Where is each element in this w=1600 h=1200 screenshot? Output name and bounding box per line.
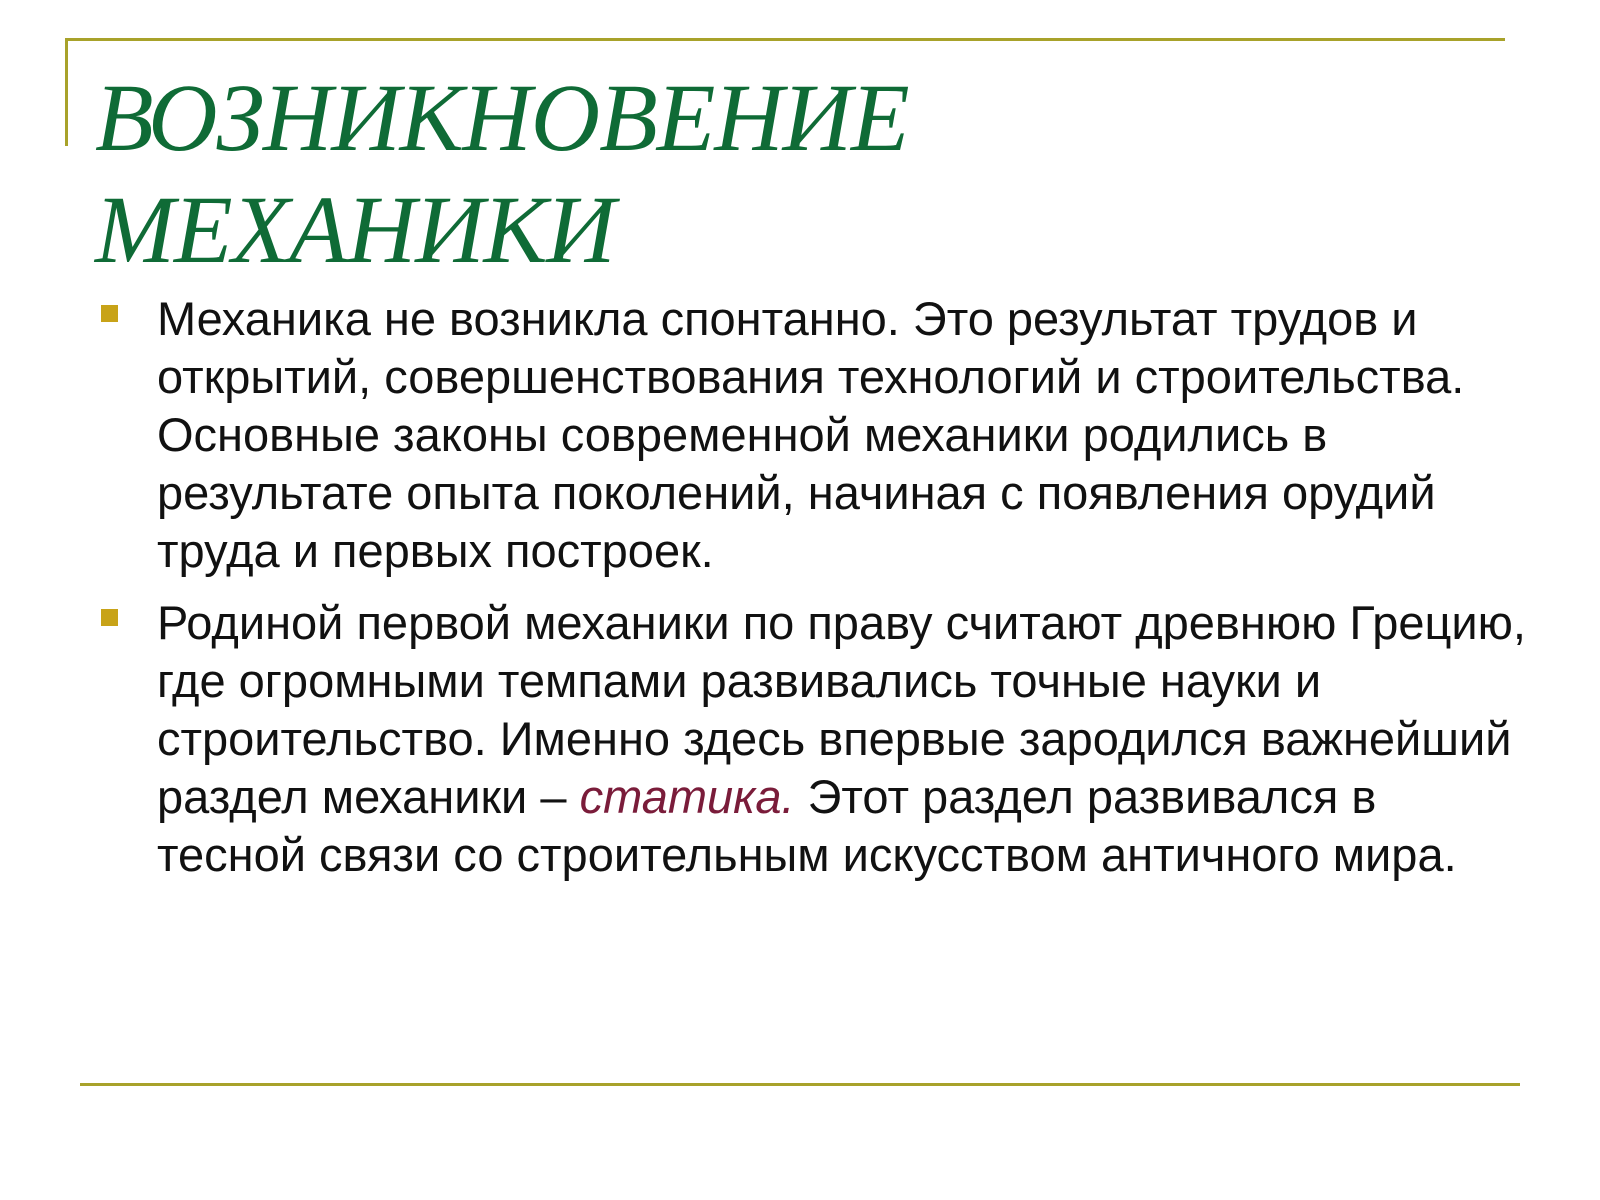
bottom-rule — [80, 1083, 1520, 1086]
bullet-text-before: Родиной первой механики по праву считают древнюю Грецию, где огромными темпами развивались точные науки и строительство. Именно здесь впервые зародился важнейший раздел механики – — [157, 596, 1526, 823]
square-bullet-icon — [101, 305, 118, 322]
left-rule — [65, 38, 68, 146]
bullet-item-origin — [95, 290, 1535, 580]
bullet-item-greece — [95, 594, 1535, 884]
square-bullet-icon — [101, 609, 118, 626]
bullet-list — [95, 290, 1535, 898]
top-rule — [65, 38, 1505, 41]
slide-title: ВОЗНИКНОВЕНИЕ МЕХАНИКИ — [95, 64, 909, 283]
highlighted-term: статика. — [579, 770, 795, 823]
bullet-text — [157, 594, 1535, 884]
bullet-text: Механика не возникла спонтанно. Это результат трудов и открытий, совершенствования технологий и строительства. Основные законы современной механики родились в результате опыта поколений, начиная с появления орудий труда и первых построек. — [157, 292, 1465, 577]
bullet-text-after: Этот раздел развивался в тесной связи со строительным искусством античного мира. — [157, 770, 1457, 881]
